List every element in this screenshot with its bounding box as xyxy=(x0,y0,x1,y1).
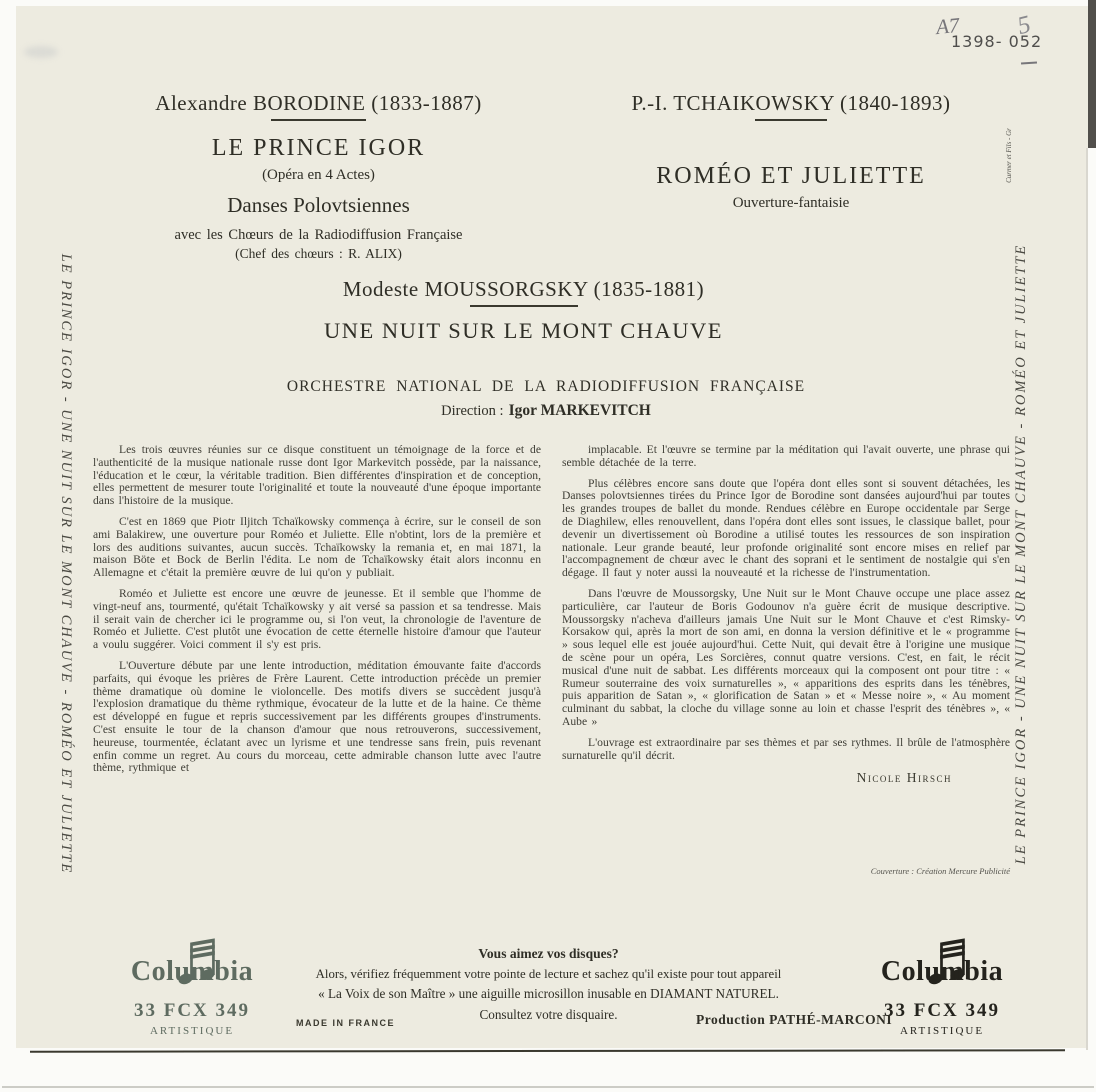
cover-design-credit: Couverture : Création Mercure Publicité xyxy=(870,866,1010,876)
direction-line xyxy=(241,402,851,420)
handwritten-mark: 5 xyxy=(1014,10,1034,41)
spine-title-left: LE PRINCE IGOR - UNE NUIT SUR LE MONT CHAUVE - ROMÉO ET JULIETTE xyxy=(58,253,74,875)
work-title-romeo: ROMÉO ET JULIETTE xyxy=(656,163,926,189)
scan-edge-faint xyxy=(1086,148,1088,1050)
scan-smudge xyxy=(24,46,58,58)
columbia-logo xyxy=(102,930,282,996)
work-title-nuit: UNE NUIT SUR LE MONT CHAUVE xyxy=(323,318,724,343)
catalog-stamp: 1398- 052 xyxy=(951,32,1043,51)
columbia-label-left xyxy=(102,930,282,1037)
choir-line: avec les Chœurs de la Radiodiffusion Française xyxy=(174,227,463,243)
underline-rule xyxy=(271,119,366,121)
direction-label: Direction : xyxy=(441,403,504,419)
columbia-logo xyxy=(852,930,1032,996)
series-name: ARTISTIQUE xyxy=(899,1025,985,1037)
brand-wordmark: Columbia xyxy=(130,956,254,987)
work-subtitle-opera: (Opéra en 4 Actes) xyxy=(262,167,375,183)
underline-rule xyxy=(470,305,578,307)
work-subtitle-ouverture: Ouverture-fantaisie xyxy=(732,195,850,211)
composer-name-tchaikowsky: P.-I. TCHAIKOWSKY (1840-1893) xyxy=(631,91,951,115)
liner-paragraph: L'Ouverture débute par une lente introduction, méditation émouvante faite d'accords parfaits, qui évoque les prières de Frère Laurent. Cette introduction précède un premier thème dramatique où domine le violoncelle. Des motifs divers se succèdent jusqu'à l'explosion dramatique du thème rythmique, évocateur de la lutte et de la haine. Ce thème est développé en fugue et repris successivement par les différents groupes d'instruments. C'est ensuite le tour de la chanson d'amour que nous retrouverons, successivement, heureuse, tourmentée, éclatant avec un lyrisme et une tendresse sans frein, puis revenant enfin comme un regret. Au cours du morceau, cette admirable chanson lutte avec l'autre thème, rythmique et xyxy=(93,658,541,775)
author-signature: Nicole Hirsch xyxy=(856,770,952,786)
moussorgsky-section xyxy=(241,276,806,345)
tchaikowsky-section xyxy=(571,90,1011,212)
sleeve-bottom-edge xyxy=(30,1049,1065,1052)
advice-question: Vous aimez vos disques? xyxy=(478,946,619,961)
liner-paragraph: Roméo et Juliette est encore une œuvre de jeunesse. Et il semble que l'homme de vingt-neuf ans, tourmenté, qu'était Tchaïkowsky y ait versé sa passion et sa tendresse. Mais il serait vain de chercher ici le programme ou, si l'on veut, la chronologie de l'aventure de Roméo et Juliette. C'est plutôt une évocation de cette éternelle histoire d'amour que l'auteur a voulu suggérer. Voici comment il s'y est pris. xyxy=(93,586,541,652)
liner-paragraph: L'ouvrage est extraordinaire par ses thèmes et par ses rythmes. Il brûle de l'atmosphère surnaturelle qu'il décrit. xyxy=(562,735,1010,762)
orchestra-section xyxy=(241,378,851,420)
made-in-france: MADE IN FRANCE xyxy=(296,1018,395,1028)
liner-paragraph: C'est en 1869 que Piotr Iljitch Tchaïkowsky commença à écrire, sur le conseil de son ami Balakirew, une ouverture pour Roméo et Juliette. Elle n'obtint, lors de la première et lors des auditions suivantes, aucun succès. Tchaïkowsky la remania et, en mai 1871, la maison Böte et Bock de Berlin l'édita. Le nom de Tchaïkowsky était alors inconnu en Allemagne et c'était la première œuvre de lui qu'on y publiait. xyxy=(93,514,541,580)
series-name: ARTISTIQUE xyxy=(149,1025,235,1037)
production-credit: Production PATHÉ-MARCONI xyxy=(696,1012,893,1027)
scan-edge-dark xyxy=(1088,0,1096,148)
handwritten-note: A7 xyxy=(934,12,961,40)
liner-paragraph: Plus célèbres encore sans doute que l'opéra dont elles sont si souvent détachées, les Danses polovtsiennes tirées du Prince Igor de Borodine sont dansées aujourd'hui par toutes les grandes troupes de ballet du monde. Rendues célèbre en Europe occidentale par Serge de Diaghilew, elles renouvellent, dans l'opéra dont elles sont issues, le classique ballet, pour devenir un divertissement où Borodine a utilisé toutes les ressources de son inspiration nationale. Leur grande beauté, leur profonde originalité sont encore mises en relief par l'accompagnement de chœur avec le chant des soprani et le sentiment de nostalgie qui s'en dégage. Il faut y noter aussi la nouveauté et la richesse de l'instrumentation. xyxy=(562,476,1010,580)
underline-rule xyxy=(755,119,827,121)
liner-paragraph: implacable. Et l'œuvre se termine par la méditation qui l'avait ouverte, une phrase qui semble détachée de la terre. xyxy=(562,443,1010,469)
composer-name-moussorgsky: Modeste MOUSSORGSKY (1835-1881) xyxy=(342,277,705,301)
orchestra-name: ORCHESTRE NATIONAL DE LA RADIODIFFUSION FRANÇAISE xyxy=(286,378,806,395)
liner-notes-right-column xyxy=(562,444,1010,786)
catalog-number: 33 FCX 349 xyxy=(883,1000,1001,1021)
spine-title-right: LE PRINCE IGOR - UNE NUIT SUR LE MONT CHAUVE - ROMÉO ET JULIETTE xyxy=(1013,243,1029,865)
printer-credit: Curmer et Fils - Gr xyxy=(1005,128,1013,183)
work-part-danses: Danses Polovtsiennes xyxy=(227,193,410,217)
advice-text: Alors, vérifiez fréquemment votre pointe de lecture et sachez qu'il existe pour tout appareil xyxy=(315,967,782,981)
liner-paragraph: Les trois œuvres réunies sur ce disque constituent un témoignage de la force et de l'authenticité de la musique nationale russe dont Igor Markevitch possède, par la naissance, l'éducation et le cœur, la véritable tradition. Bien différentes d'inspiration et de conception, elles permettent de mesurer toute l'originalité et toute la nouveauté d'une époque importante dans l'histoire de la musique. xyxy=(93,443,541,508)
conductor-name: Igor MARKEVITCH xyxy=(508,402,651,419)
liner-notes xyxy=(93,444,1011,786)
record-sleeve-back xyxy=(16,6,1088,1048)
catalog-number: 33 FCX 349 xyxy=(133,1000,251,1021)
brand-wordmark: Columbia xyxy=(880,956,1004,987)
stamp-dash xyxy=(1021,61,1037,64)
advice-closing: Consultez votre disquaire. xyxy=(479,1007,618,1022)
work-title-prince-igor: LE PRINCE IGOR xyxy=(211,135,426,161)
choirmaster-line: (Chef des chœurs : R. ALIX) xyxy=(235,246,402,261)
composer-name-borodine: Alexandre BORODINE (1833-1887) xyxy=(155,91,482,115)
liner-paragraph: Dans l'œuvre de Moussorgsky, Une Nuit sur le Mont Chauve occupe une place assez particulière, car l'auteur de Boris Godounov n'a guère écrit de musique descriptive. Moussorgsky n'acheva d'ailleurs jamais Une Nuit sur le Mont Chauve et c'est Rimsky-Korsakow qui, après la mort de son ami, en donna la version définitive et le « programme » sous lequel elle est jouée aujourd'hui. Cette Nuit, qui devait être à l'origine une musique de scène pour un opéra, Les Sorcières, connut quatre versions. C'est, en fait, le récit musical d'une nuit de sabbat. Les différents morceaux qui la composent ont pour titre : « Rumeur souterraine des voix surnaturelles », « apparitions des esprits dans les ténèbres, puis apparition de Satan », « glorification de Satan » et « Messe noire », « Au moment culminant du sabbat, la cloche du village sonne au loin et chasse l'esprit des ténèbres », « Aube » xyxy=(562,586,1010,728)
advice-text: « La Voix de son Maître » une aiguille microsillon inusable en DIAMANT NATUREL. xyxy=(318,986,779,1001)
liner-notes-left-column xyxy=(93,444,541,786)
borodine-section xyxy=(91,90,546,262)
scan-edge-line xyxy=(2,1086,1094,1088)
